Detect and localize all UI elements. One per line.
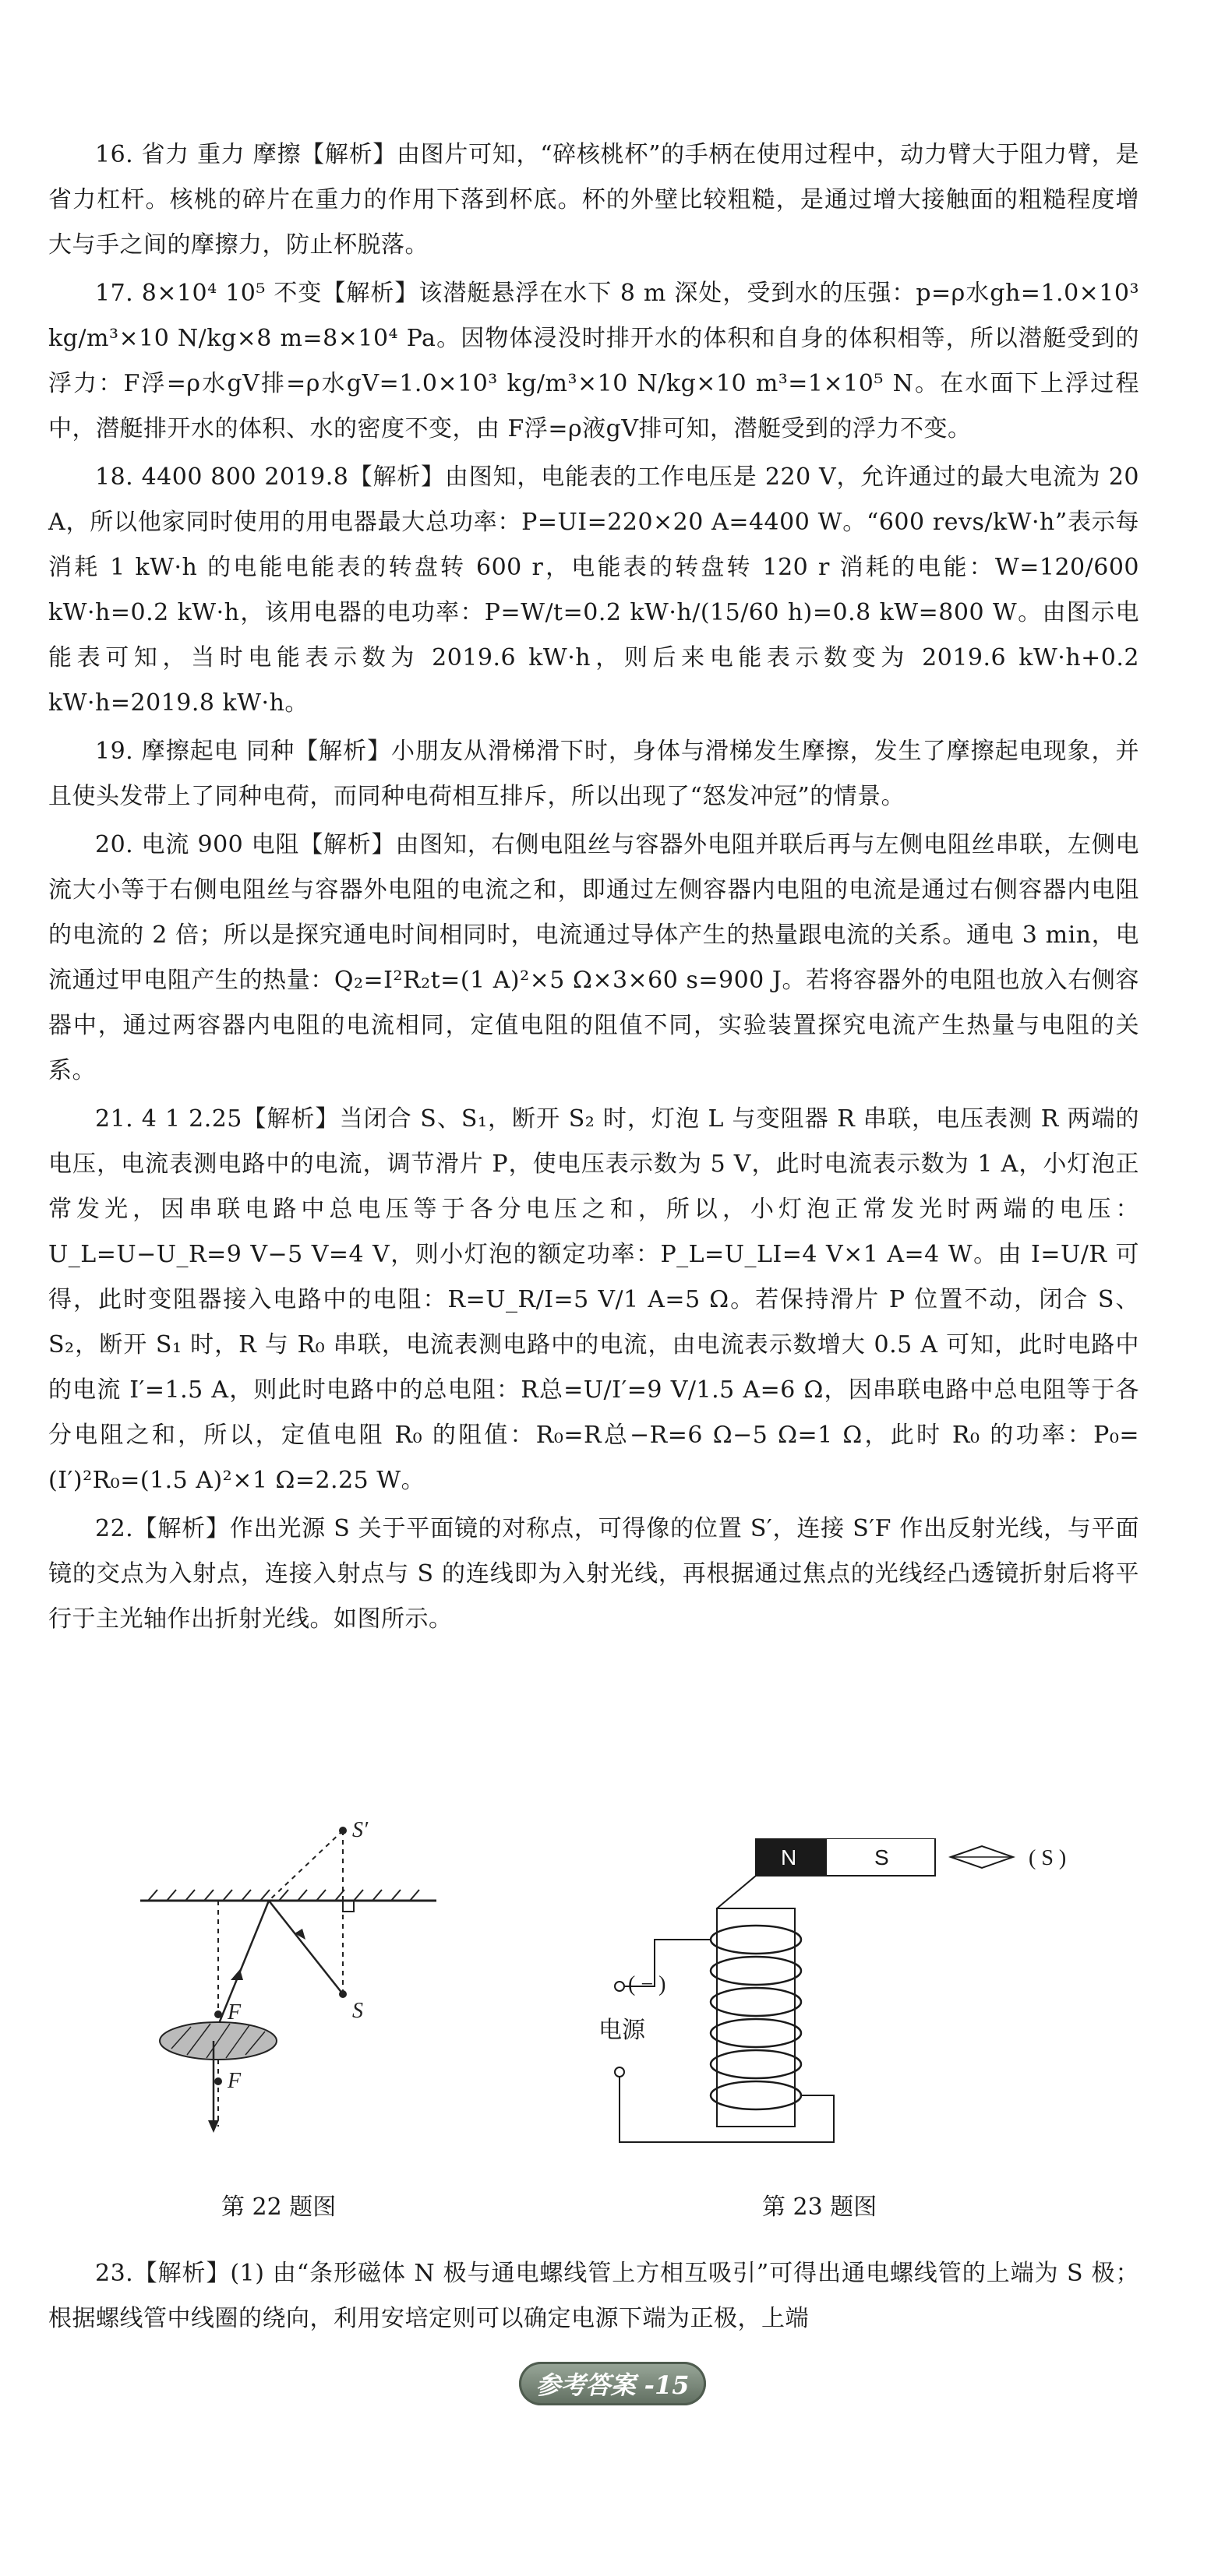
label-f-top: F xyxy=(228,2000,242,2025)
refracted-arrow xyxy=(208,2120,219,2133)
needle-pole-label: ( S ) xyxy=(1029,1846,1067,1870)
figure-22-caption: 第 22 题图 xyxy=(221,2194,337,2221)
image-point xyxy=(339,1827,347,1834)
source-point xyxy=(339,1990,347,1998)
answer-21: 21. 4 1 2.25【解析】当闭合 S、S₁，断开 S₂ 时，灯泡 L 与变阻器 R 串联，电压表测 R 两端的电压，电流表测电路中的电流，调节滑片 P，使电压表示数为 5 V，此时电流表示数为 1 A，小灯泡正常发光，因串联电路中总电压等于各分电压之和，所以，小灯泡正常发光时两端的电压：U_L=U−U_R=9 V−5 V=4 V，则小灯泡的额定功率：P_L=U_LI=4 V×1 A=4 W。由 I=U/R 可得，此时变阻器接入电路中的电阻：R=U_R/I=5 V/1 A=5 Ω。若保持滑片 P 位置不动，闭合 S、S₂，断开 S₁ 时，R 与 R₀ 串联，电流表测电路中的电流，由电流表示数增大 0.5 A 可知，此时电路中的电流 I′=1.5 A，则此时电路中的总电阻：R总=U/I′=9 V/1.5 A=6 Ω，因串联电路中总电阻等于各分电阻之和，所以，定值电阻 R₀ 的阻值：R₀=R总−R=6 Ω−5 Ω=1 Ω，此时 R₀ 的功率：P₀=(I′)²R₀=(1.5 A)²×1 Ω=2.25 W。 xyxy=(48,1105,1139,1494)
answer-16: 16. 省力 重力 摩擦【解析】由图片可知，“碎核桃杯”的手柄在使用过程中，动力臂大于阻力臂，是省力杠杆。核桃的碎片在重力的作用下落到杯底。杯的外壁比较粗糙，是通过增大接触面的粗糙程度增大与手之间的摩擦力，防止杯脱落。 xyxy=(48,141,1139,259)
source-label: 电源 xyxy=(598,2017,645,2043)
page-number-badge: 参考答案 -15 xyxy=(519,2362,706,2405)
terminal-top xyxy=(615,1982,624,1991)
label-s: S xyxy=(352,1999,363,2023)
figures-row xyxy=(0,1815,1225,2251)
answer-text-block xyxy=(48,132,1139,1645)
incident-arrow xyxy=(295,1929,305,1940)
magnet-to-core-wire xyxy=(717,1876,756,1908)
magnet-n-label: N xyxy=(781,1845,797,1869)
label-s-prime: S′ xyxy=(352,1818,369,1842)
label-f-bottom: F xyxy=(228,2069,242,2093)
figure-23-caption: 第 23 题图 xyxy=(762,2194,877,2221)
terminal-bottom xyxy=(615,2067,624,2077)
reflected-ray xyxy=(218,1901,269,2025)
magnet-s-label: S xyxy=(874,1845,889,1869)
focus-point-bottom xyxy=(214,2077,222,2085)
figure-23-diagram xyxy=(577,1838,1138,2150)
answer-23: 23.【解析】(1) 由“条形磁体 N 极与通电螺线管上方相互吸引”可得出通电螺线管的上端为 S 极；根据螺线管中线圈的绕向，利用安培定则可以确定电源下端为正极，上端 xyxy=(48,2260,1139,2332)
solenoid-core xyxy=(717,1908,795,2127)
answer-17: 17. 8×10⁴ 10⁵ 不变【解析】该潜艇悬浮在水下 8 m 深处，受到水的压强：p=ρ水gh=1.0×10³ kg/m³×10 N/kg×8 m=8×10⁴ Pa。因物体浸没时排开水的体积和自身的体积相等，所以潜艇受到的浮力：F浮=ρ水gV排=ρ水gV=1.0×10³ kg/m³×10 N/kg×10 m³=1×10⁵ N。在水面下上浮过程中，潜艇排开水的体积、水的密度不变，由 F浮=ρ液gV排可知，潜艇受到的浮力不变。 xyxy=(48,280,1139,442)
focus-point-top xyxy=(214,2010,222,2018)
right-angle-mark xyxy=(343,1901,354,1912)
answer-22: 22.【解析】作出光源 S 关于平面镜的对称点，可得像的位置 S′，连接 S′F 作出反射光线，与平面镜的交点为入射点，连接入射点与 S 的连线即为入射光线，再根据通过焦点的光线经凸透镜折射后将平行于主光轴作出折射光线。如图所示。 xyxy=(48,1515,1139,1633)
figure-22-diagram xyxy=(132,1815,444,2142)
answer-18: 18. 4400 800 2019.8【解析】由图知，电能表的工作电压是 220 V，允许通过的最大电流为 20 A，所以他家同时使用的用电器最大总功率：P=UI=220×20 A=4400 W。“600 revs/kW·h”表示每消耗 1 kW·h 的电能电能表的转盘转 600 r，电能表的转盘转 120 r 消耗的电能：W=120/600 kW·h=0.2 kW·h，该用电器的电功率：P=W/t=0.2 kW·h/(15/60 h)=0.8 kW=800 W。由图示电能表可知，当时电能表示数为 2019.6 kW·h，则后来电能表示数变为 2019.6 kW·h+0.2 kW·h=2019.8 kW·h。 xyxy=(48,463,1139,717)
incident-ray xyxy=(269,1901,343,1994)
answer-19: 19. 摩擦起电 同种【解析】小朋友从滑梯滑下时，身体与滑梯发生摩擦，发生了摩擦起电现象，并且使头发带上了同种电荷，而同种电荷相互排斥，所以出现了“怒发冲冠”的情景。 xyxy=(48,738,1139,810)
source-sign-label: ( − ) xyxy=(628,1972,666,1996)
answer-23-block xyxy=(48,2251,1139,2345)
mirror-hatching xyxy=(148,1890,419,1901)
answer-20: 20. 电流 900 电阻【解析】由图知，右侧电阻丝与容器外电阻并联后再与左侧电阻丝串联，左侧电流大小等于右侧电阻丝与容器外电阻的电流之和，即通过左侧容器内电阻的电流是通过右侧容器内电阻的电流的 2 倍；所以是探究通电时间相同时，电流通过导体产生的热量跟电流的关系。通电 3 min，电流通过甲电阻产生的热量：Q₂=I²R₂t=(1 A)²×5 Ω×3×60 s=900 J。若将容器外的电阻也放入右侧容器中，通过两容器内电阻的电流相同，定值电阻的阻值不同，实验装置探究电流产生热量与电阻的关系。 xyxy=(48,831,1139,1084)
